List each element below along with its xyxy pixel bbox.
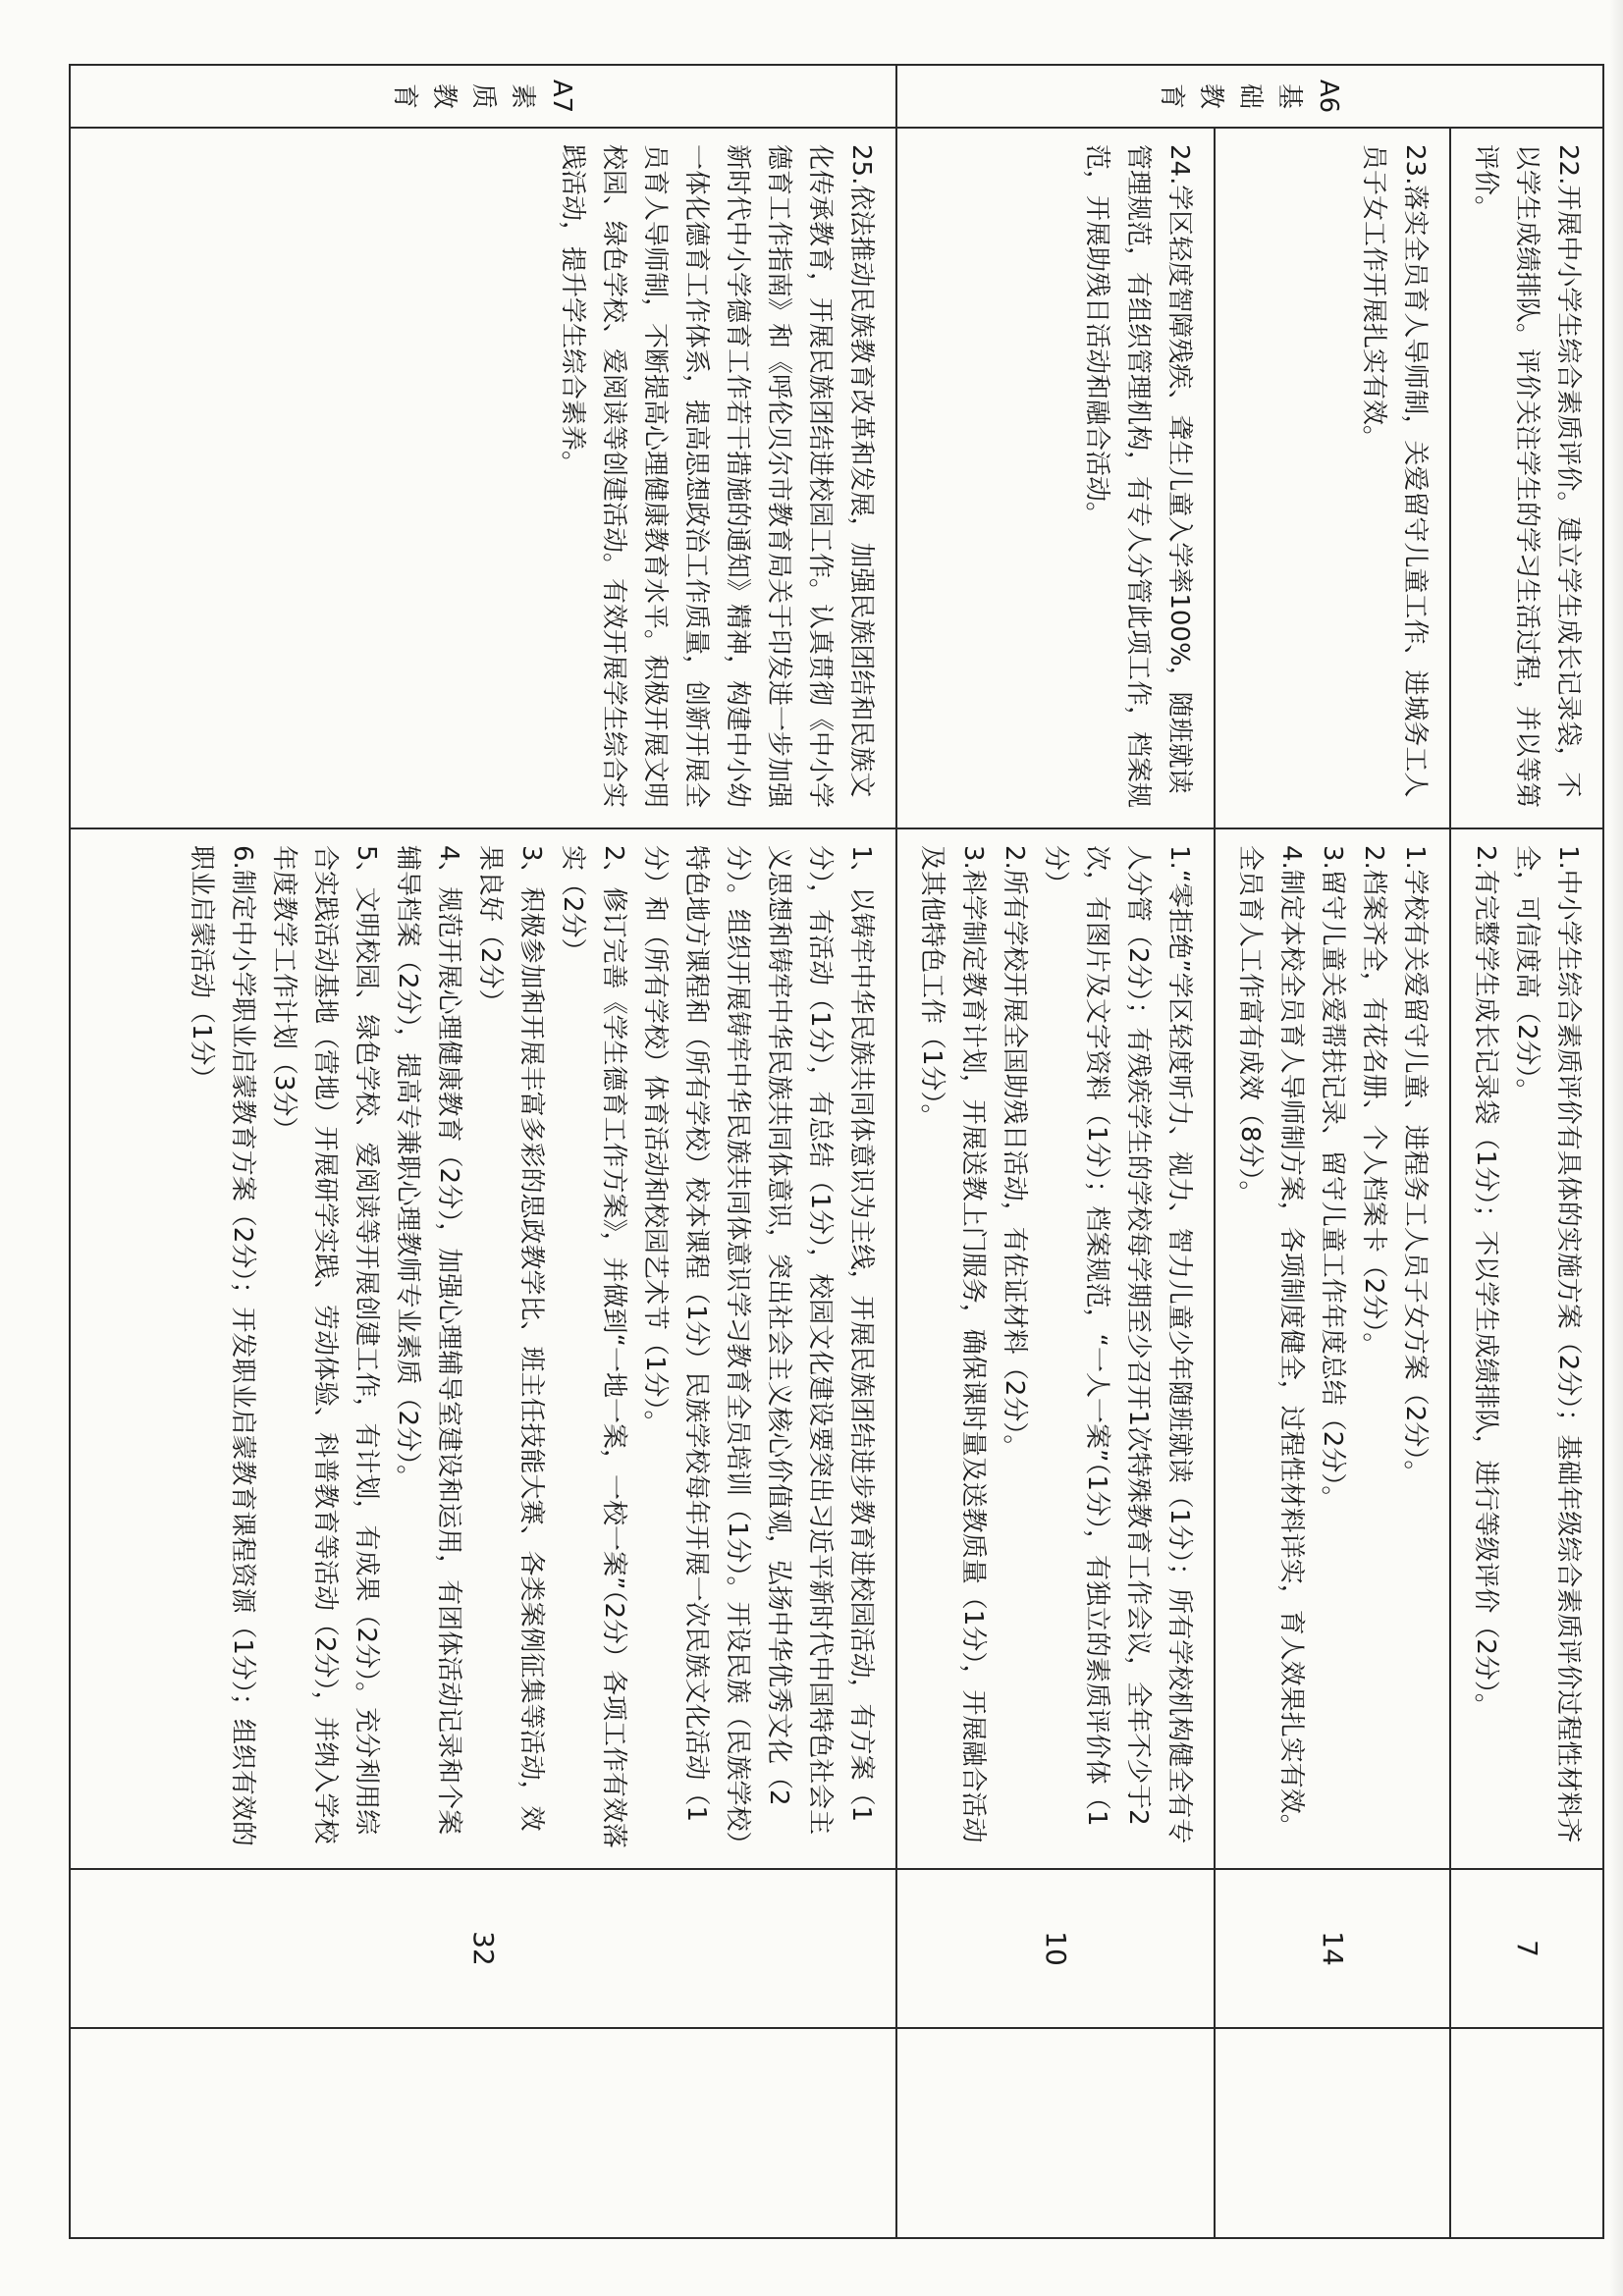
score-cell: 7: [1450, 1869, 1603, 2028]
score-cell: 32: [70, 1869, 896, 2028]
category-char: 教: [1196, 82, 1225, 109]
detail-item: 3.留守儿童关爱帮扶记录、留守儿童工作年度总结（2分）。: [1318, 845, 1347, 1512]
table-row: [896, 65, 1215, 2238]
category-char: A7: [547, 79, 576, 114]
category-char: 教: [429, 82, 459, 109]
detail-item: 1.学校有关爱留守儿童、进程务工人员子女方案（2分）。: [1400, 845, 1430, 1486]
standard-cell: [1215, 128, 1450, 828]
extra-cell: [70, 2028, 896, 2238]
detail-item: 1.中小学生综合素质评价有具体的实施方案（2分）；基础年级综合素质评价过程性材料齐全，可信度高（2分）。: [1512, 845, 1583, 1843]
category-char: 础: [1235, 82, 1265, 109]
details-cell: [1450, 828, 1603, 1869]
detail-item: 5、文明校园、绿色学校、爱阅读等开展创建工作，有计划，有成果（2分）。充分利用综合实践活动基地（营地）开展研学实践、劳动体验、科普教育等活动（2分），并纳入学校年度教学工作计划（3分）: [269, 845, 381, 1844]
detail-item: 1、以铸牢中华民族共同体意识为主线，开展民族团结进步教育进校园活动，有方案（1分），有活动（1分），有总结（1分），校园文化建设要突出习近平新时代中国特色社会主义思想和铸牢中华民族共同体意识，突出社会主义核心价值观，弘扬中华优秀文化（2分）。组织开展铸牢中华民族共同体意识学习教育全员培训（1分）。开设民族（民族学校）特色地方课程和（所有学校）校本课程（1分）民族学校每年开展一次民族文化活动（1分）和（所有学校）体育活动和校园艺术节（1分）。: [640, 845, 876, 1844]
standard-cell: [896, 128, 1215, 828]
detail-item: 4、规范开展心理健康教育（2分），加强心理辅导室建设和运用，有团体活动记录和个案辅导档案（2分），提高专兼职心理教师专业素质（2分）。: [393, 845, 463, 1836]
evaluation-table: [69, 64, 1604, 2239]
standard-cell: [70, 128, 896, 828]
rotated-table-wrapper: [159, 64, 1604, 2237]
category-char: 基: [1274, 82, 1304, 109]
details-cell: [1215, 828, 1450, 1869]
details-cell: [896, 828, 1215, 1869]
extra-cell: [1215, 2028, 1450, 2238]
standard-text: 24.学区轻度智障残疾、聋生儿童入学率100%，随班就读管理规范，有组织管理机构，有专人分管此项工作，档案规范，开展助残日活动和融合活动。: [1082, 144, 1194, 809]
detail-item: 2.所有学校开展全国助残日活动，有佐证材料（2分）。: [1000, 845, 1029, 1461]
extra-cell: [1450, 2028, 1603, 2238]
standard-text: 22.开展中小学生综合素质评价。建立学生成长记录袋，不以学生成绩排队。评价关注学生的学习生活过程，并以等第评价。: [1471, 144, 1583, 809]
score-cell: 10: [896, 1869, 1215, 2028]
category-char: 素: [508, 82, 537, 109]
scan-edge-shadow: [1609, 0, 1623, 2296]
standard-text: 23.落实全员育人导师制，关爱留守儿童工作、进城务工人员子女工作开展扎实有效。: [1359, 144, 1430, 798]
detail-item: 2.有完整学生成长记录袋（1分）；不以学生成绩排队，进行等级评价（2分）。: [1471, 845, 1500, 1719]
table-row: [1450, 65, 1603, 2238]
extra-cell: [896, 2028, 1215, 2238]
detail-item: 2、修订完善《学生德育工作方案》，并做到“一地一案，一校一案”（2分）各项工作有效落实（2分）: [558, 845, 628, 1849]
category-char: 育: [390, 82, 419, 109]
detail-item: 3.科学制定教育计划，开展送教上门服务，确保课时量及送教质量（1分），开展融合活动及其他特色工作（1分）。: [917, 845, 988, 1843]
detail-item: 3、积极参加和开展丰富多彩的思政教学比、班主任技能大赛、各类案例征集等活动，效果良好（2分）: [475, 845, 546, 1832]
score-cell: 14: [1215, 1869, 1450, 2028]
detail-item: 1.“零拒绝”学区轻度听力、视力、智力儿童少年随班就读（1分）；所有学校机构健全有专人分管（2分）；有残疾学生的学校每学期至少召开1次特殊教育工作会议，全年不少于2次，有图片及文字资料（1分）；档案规范，“一人一案”（1分），有独立的素质评价体（1分）: [1041, 845, 1194, 1844]
category-char: 育: [1157, 82, 1186, 109]
detail-item: 2.档案齐全，有花名册、个人档案卡（2分）。: [1359, 845, 1388, 1359]
details-cell: [70, 828, 896, 1869]
detail-item: 6.制定中小学职业启蒙教育方案（2分）；开发职业启蒙教育课程资源（1分）；组织有效的职业启蒙活动（1分）: [187, 845, 257, 1846]
standard-text: 25.依法推动民族教育改革和发展，加强民族团结和民族文化传承教育，开展民族团结进校园工作。认真贯彻《中小学德育工作指南》和《呼伦贝尔市教育局关于印发进一步加强新时代中小学德育工作若干措施的通知》精神，构建中小幼一体化德育工作体系，提高思想政治工作质量，创新开展全员育人导师制，不断提高心理健康教育水平。积极开展文明校园、绿色学校、爱阅读等创建活动。有效开展学生综合实践活动，提升学生综合素养。: [558, 144, 876, 809]
table-row: [1215, 65, 1450, 2238]
category-cell-a7: [70, 65, 896, 128]
standard-cell: [1450, 128, 1603, 828]
category-char: 质: [468, 82, 498, 109]
category-char: A6: [1314, 79, 1343, 114]
table-row: [70, 65, 896, 2238]
detail-item: 4.制定本校全员育人导师制方案，各项制度健全，过程性材料详实，育人效果扎实有效。全员育人工作富有成效（8分）。: [1235, 845, 1306, 1840]
category-cell-a6: [896, 65, 1603, 128]
